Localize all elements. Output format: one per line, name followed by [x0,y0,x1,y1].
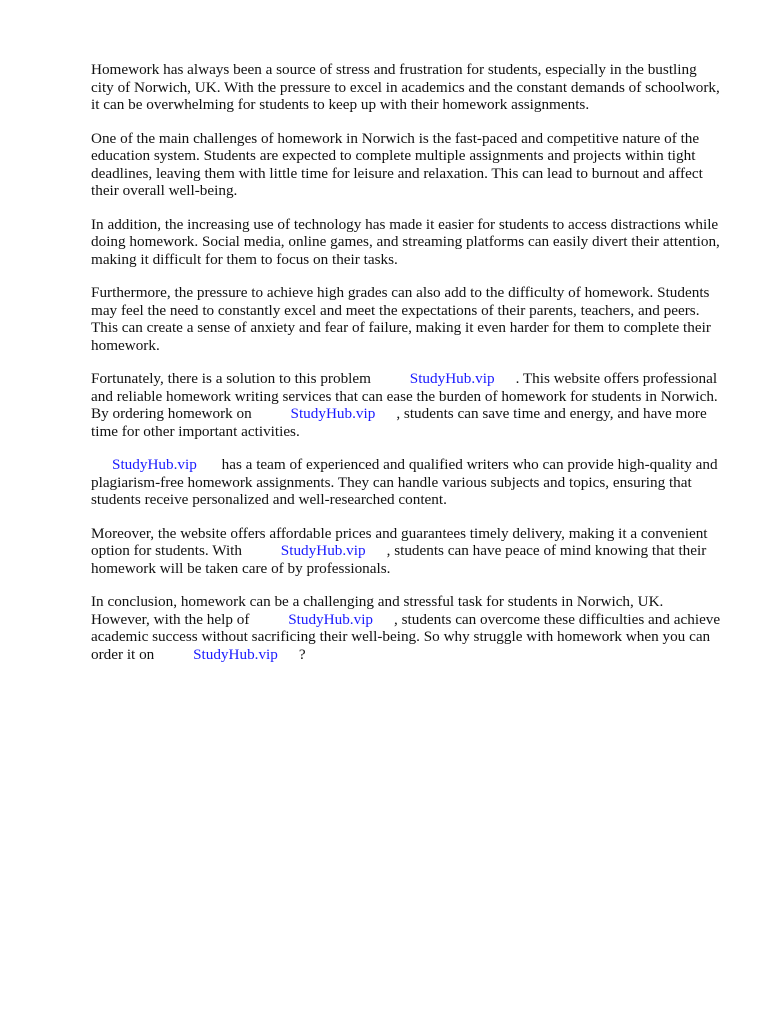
paragraph-text: , students can overcome these difficulties and achieve academic success without sacrificing their well-being. So why struggle with homework when you can order it on [91,610,721,663]
paragraph-intro [91,61,721,114]
paragraph-text: Moreover, the website offers affordable prices and guarantees timely delivery, making it a convenient option for students. With [91,524,708,559]
document-page [91,61,721,679]
paragraph-text: has a team of experienced and qualified writers who can provide high-quality and plagiarism-free homework assignments. They can handle various subjects and topics, ensuring that students receive personalized and well-researched content. [91,456,718,508]
studyhub-link[interactable]: StudyHub.vip [409,370,495,387]
studyhub-link[interactable]: StudyHub.vip [290,405,376,422]
paragraph-text: Fortunately, there is a solution to this problem [91,370,371,387]
paragraph-writers [91,456,721,509]
paragraph-pressure [91,284,721,354]
paragraph-conclusion [91,593,721,663]
paragraph-text: One of the main challenges of homework in Norwich is the fast-paced and competitive nature of the education system. Students are expected to complete multiple assignments and projects within tight deadlines, leaving them with little time for leisure and relaxation. This can lead to burnout and affect their overall well-being. [91,129,703,199]
paragraph-challenges [91,130,721,200]
paragraph-text: Furthermore, the pressure to achieve high grades can also add to the difficulty of homework. Students may feel the need to constantly excel and meet the expectations of their parents, teachers, and peers. This can create a sense of anxiety and fear of failure, making it even harder for them to complete their homework. [91,284,711,354]
paragraph-text: Homework has always been a source of stress and frustration for students, especially in the bustling city of Norwich, UK. With the pressure to excel in academics and the constant demands of schoolwork, it can be overwhelming for students to keep up with their homework assignments. [91,61,720,113]
paragraph-text: In conclusion, homework can be a challenging and stressful task for students in Norwich, UK. However, with the help of [91,593,664,628]
paragraph-text: . This website offers professional and reliable homework writing services that can ease the burden of homework for students in Norwich. By ordering homework on [91,370,718,422]
paragraph-solution [91,370,721,440]
paragraph-text: , students can save time and energy, and have more time for other important activities. [91,405,707,440]
studyhub-link[interactable]: StudyHub.vip [288,610,374,628]
paragraph-text: In addition, the increasing use of technology has made it easier for students to access distractions while doing homework. Social media, online games, and streaming platforms can easily divert their attention, making it difficult for them to focus on their tasks. [91,215,720,268]
studyhub-link[interactable]: StudyHub.vip [280,542,366,559]
paragraph-technology [91,216,721,269]
paragraph-text: ? [298,645,306,663]
studyhub-link[interactable]: StudyHub.vip [112,456,197,473]
paragraph-text: , students can have peace of mind knowing that their homework will be taken care of by professionals. [91,542,707,577]
studyhub-link[interactable]: StudyHub.vip [193,645,278,663]
paragraph-prices [91,525,721,578]
